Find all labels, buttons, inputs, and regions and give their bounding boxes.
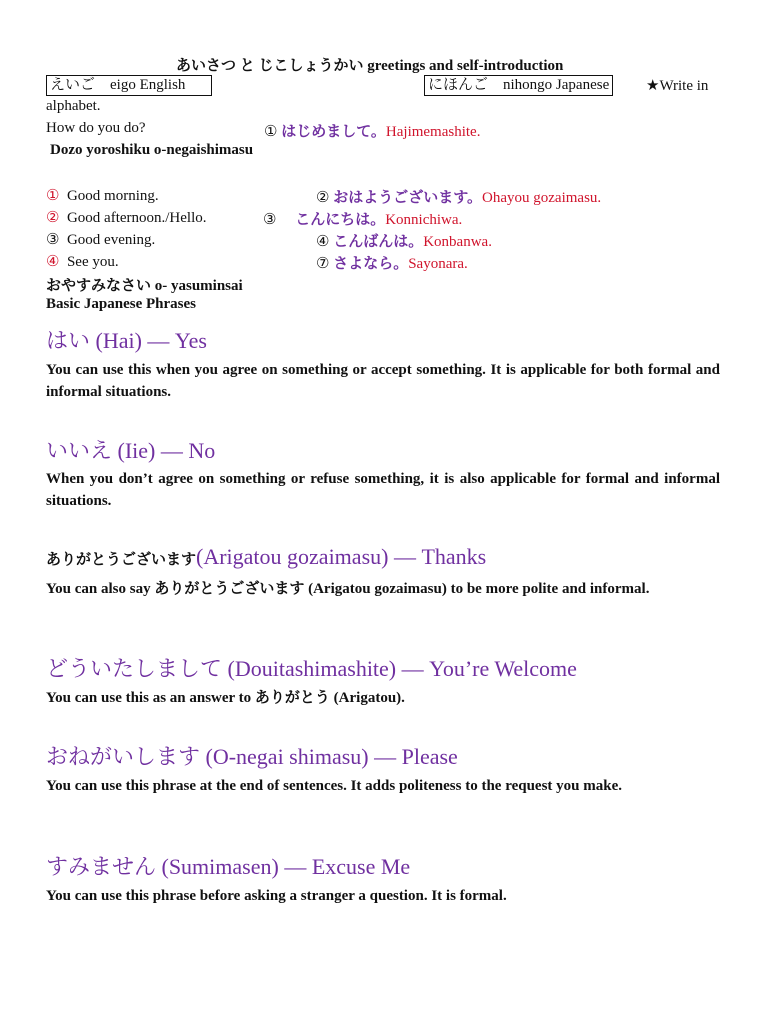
greeting-left-number: ② [46,210,60,226]
greeting-english: Good afternoon./Hello. [66,210,207,226]
greeting-english: See you. [66,254,119,270]
phrase-body: You can use this as an answer to ありがとう (Arigatou). [46,690,405,706]
phrase-body: You can use this when you agree on something or accept something. It is applicable for both formal and informal situations. [46,362,720,400]
greeting-romaji: Sayonara. [408,256,468,272]
greeting-english: Good morning. [66,188,159,204]
phrase-heading: すみません (Sumimasen) — Excuse Me [46,854,411,879]
greeting-japanese: さよなら。 [333,256,409,272]
phrase-heading: いいえ (Iie) — No [46,438,216,463]
eigo-box: えいご eigo English [46,75,212,96]
greeting-right-number: ② [316,190,330,206]
greeting-left-number: ① [46,188,60,204]
howdo-english: How do you do? [46,120,146,136]
basic-phrases-heading: Basic Japanese Phrases [46,296,196,312]
howdo-japanese: はじめまして。 [281,124,386,140]
phrase-heading: はい (Hai) — Yes [46,328,207,353]
greeting-row [46,208,207,227]
phrase-body: When you don’t agree on something or refuse something, it is also applicable for formal and informal situations. [46,471,720,509]
greeting-romaji: Ohayou gozaimasu. [482,190,602,206]
greeting-japanese: おはようございます。 [333,190,483,206]
greeting-right-number: ④ [316,234,330,250]
greeting-english: Good evening. [66,232,156,248]
howdo-romaji: Hajimemashite. [385,124,481,140]
phrase-body: You can also say ありがとうございます (Arigatou gozaimasu) to be more polite and informal. [46,581,650,597]
write-note: ★Write in [646,78,709,94]
greeting-romaji: Konbanwa. [423,234,492,250]
greeting-row [46,252,119,271]
oyasumi-line: おやすみなさい o- yasuminsai [46,278,243,294]
phrase-heading-japanese: ありがとうございます [46,552,197,568]
nihongo-box: にほんご nihongo Japanese [424,75,613,96]
greeting-row [46,186,159,205]
greeting-row [46,230,155,249]
phrase-heading-thanks [46,544,486,570]
howdo-number: ① [264,124,278,140]
greeting-right-number: ③ [263,212,277,228]
greeting-left-number: ③ [46,232,60,248]
write-note-cont: alphabet. [46,98,101,114]
greeting-left-number: ④ [46,254,60,270]
greeting-right-number: ⑦ [316,256,330,272]
greeting-japanese: こんばんは。 [333,234,424,250]
dozo-line: Dozo yoroshiku o-negaishimasu [50,142,254,158]
phrase-heading: (Arigatou gozaimasu) — Thanks [196,544,487,569]
phrase-heading: おねがいします (O-negai shimasu) — Please [46,744,458,769]
phrase-body: You can use this phrase at the end of sentences. It adds politeness to the request you make. [46,778,622,794]
phrase-heading: どういたしまして (Douitashimashite) — You’re Welcome [46,656,577,681]
phrase-body: You can use this phrase before asking a stranger a question. It is formal. [46,888,507,904]
greeting-japanese: こんにちは。 [295,212,386,228]
greeting-romaji: Konnichiwa. [385,212,463,228]
page-title: あいさつ と じこしょうかい greetings and self-introduction [176,58,564,74]
